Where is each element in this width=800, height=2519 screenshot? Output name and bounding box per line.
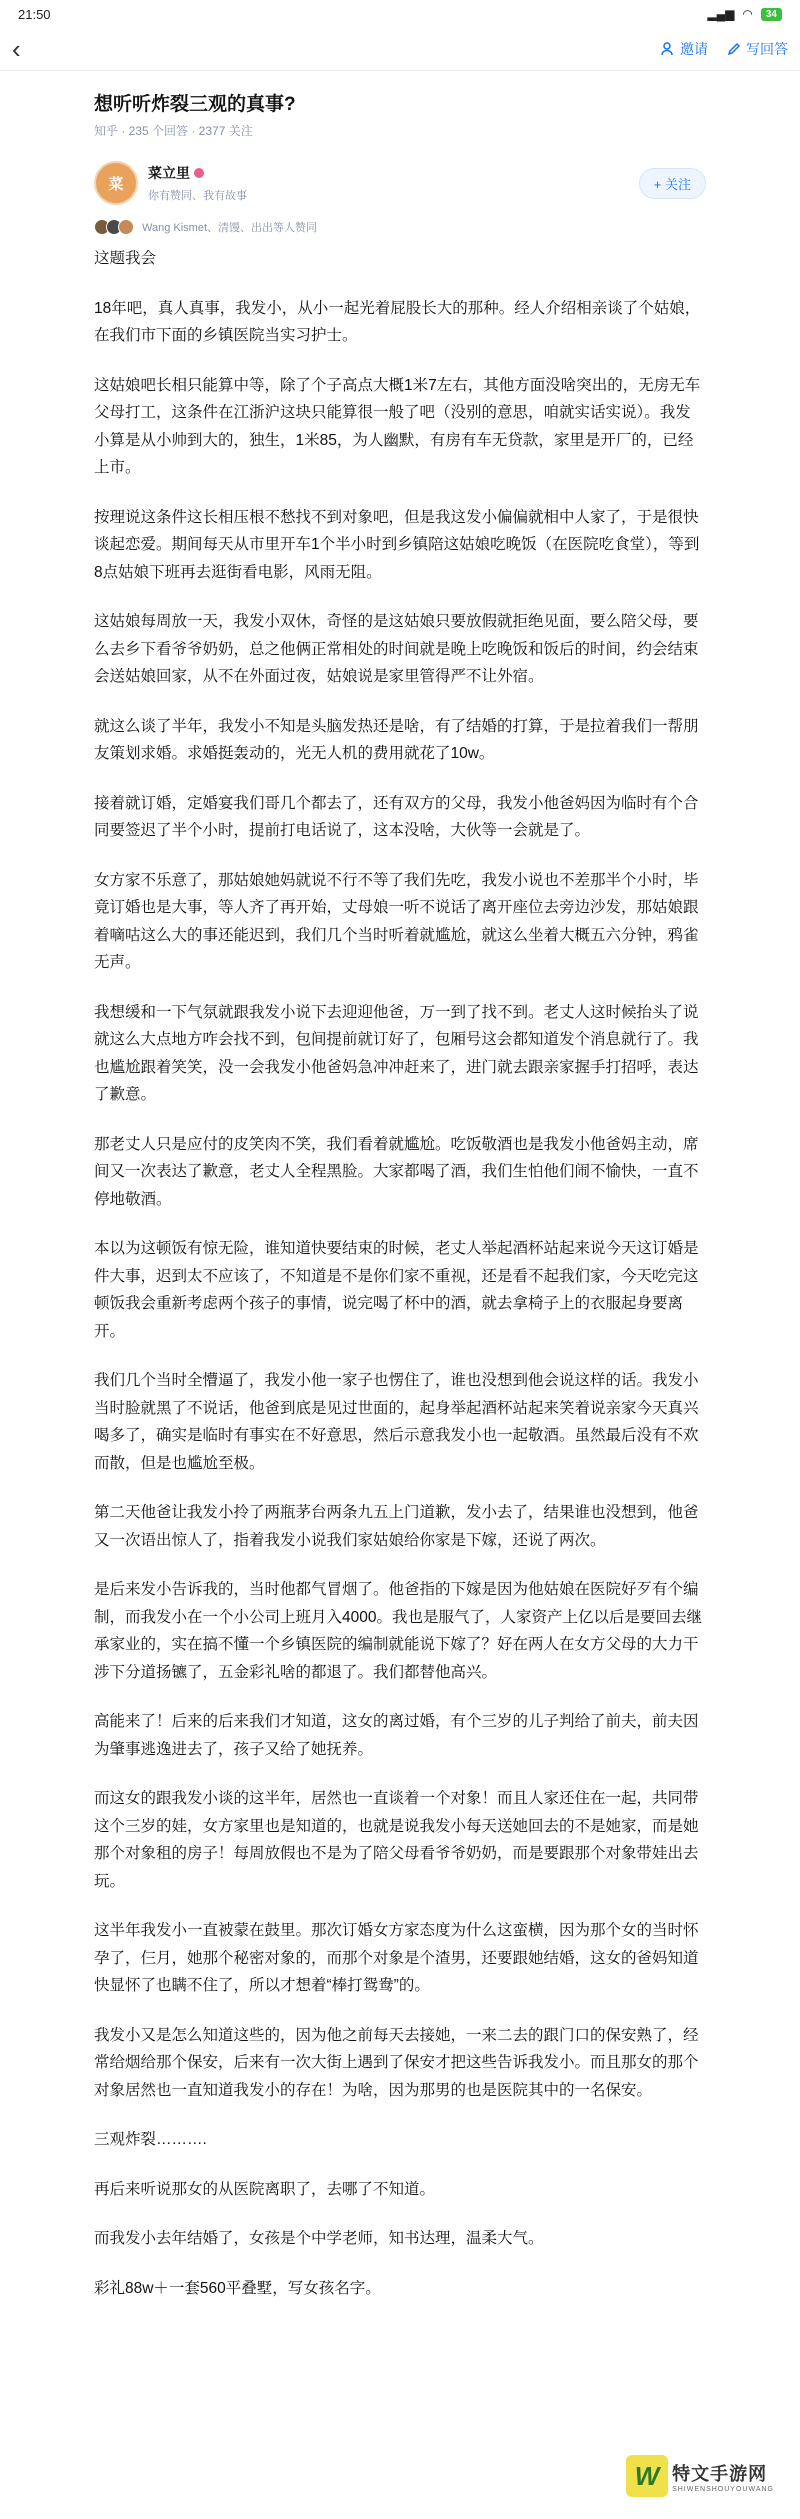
write-answer-label: 写回答 bbox=[746, 41, 788, 57]
watermark bbox=[626, 2455, 774, 2497]
likes-row bbox=[94, 219, 706, 235]
question-title[interactable]: 想听听炸裂三观的真事? bbox=[94, 94, 296, 115]
answer-content bbox=[94, 245, 706, 2302]
author-row bbox=[94, 161, 706, 205]
user-plus-icon bbox=[660, 41, 676, 57]
answer-paragraph: 而这女的跟我发小谈的这半年，居然也一直谈着一个对象！而且人家还住在一起，共同带这个三岁的娃，女方家里也是知道的，也就是说我发小每天送她回去的不是她家，而是她那个对象租的房子！每周放假也不是为了陪父母看爷爷奶奶，而是要跟那个对象带娃出去玩。 bbox=[94, 1790, 699, 1890]
invite-button[interactable] bbox=[660, 39, 708, 59]
watermark-main: 特文手游网 bbox=[672, 2463, 768, 2484]
question-header bbox=[0, 71, 800, 139]
answer-paragraph: 本以为这顿饭有惊无险，谁知道快要结束的时候，老丈人举起酒杯站起来说今天这订婚是件大事，迟到太不应该了，不知道是不是你们家不重视，还是看不起我们家，今天吃完这顿饭我会重新考虑两个孩子的事情，说完喝了杯中的酒，就去拿椅子上的衣服起身要离开。 bbox=[94, 1240, 699, 1340]
answer-paragraph: 三观炸裂………. bbox=[94, 2131, 207, 2148]
battery-badge: 34 bbox=[761, 8, 782, 21]
back-icon[interactable]: ‹ bbox=[12, 34, 21, 64]
answer-paragraph: 再后来听说那女的从医院离职了，去哪了不知道。 bbox=[94, 2180, 436, 2198]
answer-paragraph: 这姑娘吧长相只能算中等，除了个子高点大概1米7左右，其他方面没啥突出的，无房无车父母打工，这条件在江浙沪这块只能算很一般了吧（没别的意思，咱就实话实说）。我发小算是从小帅到大的，独生，1米85，为人幽默，有房有车无贷款，家里是开厂的，已经上市。 bbox=[94, 376, 701, 476]
avatar[interactable]: 菜 bbox=[94, 161, 138, 205]
answer-paragraph: 女方家不乐意了，那姑娘她妈就说不行不等了我们先吃，我发小说也不差那半个小时，毕竟订婚也是大事，等人齐了再开始，丈母娘一听不说话了离开座位去旁边沙发，那姑娘跟着嘀咕这么大的事还能迟到，我们几个当时听着就尴尬，就这么坐着大概五六分钟，鸦雀无声。 bbox=[94, 871, 699, 971]
answer-paragraph: 18年吧，真人真事，我发小，从小一起光着屁股长大的那种。经人介绍相亲谈了个姑娘，在我们市下面的乡镇医院当实习护士。 bbox=[94, 299, 701, 344]
author-bio: 你有赞同、我有故事 bbox=[148, 190, 247, 202]
answer-paragraph: 第二天他爸让我发小拎了两瓶茅台两条九五上门道歉，发小去了，结果谁也没想到，他爸又一次语出惊人了，指着我发小说我们家姑娘给你家是下嫁，还说了两次。 bbox=[94, 1504, 699, 1549]
follow-button[interactable]: + 关注 bbox=[639, 168, 706, 199]
answer-paragraph: 按理说这条件这长相压根不愁找不到对象吧，但是我这发小偏偏就相中人家了，于是很快谈起恋爱。期间每天从市里开车1个半小时到乡镇陪这姑娘吃晚饭（在医院吃食堂），等到8点姑娘下班再去逛街看电影，风雨无阻。 bbox=[94, 508, 700, 581]
answer-paragraph: 彩礼88w＋一套560平叠墅，写女孩名字。 bbox=[94, 2279, 381, 2297]
author-info bbox=[148, 163, 639, 203]
author-name-row bbox=[148, 163, 639, 183]
answer-paragraph: 这姑娘每周放一天，我发小双休，奇怪的是这姑娘只要放假就拒绝见面，要么陪父母，要么去乡下看爷爷奶奶，总之他俩正常相处的时间就是晚上吃晚饭和饭后的时间，约会结束会送姑娘回家，从不在外面过夜，姑娘说是家里管得严不让外宿。 bbox=[94, 613, 699, 685]
answer-paragraph: 高能来了！后来的后来我们才知道，这女的离过婚，有个三岁的儿子判给了前夫，前夫因为肇事逃逸进去了，孩子又给了她抚养。 bbox=[94, 1713, 699, 1758]
invite-label: 邀请 bbox=[680, 41, 708, 57]
liker-avatars bbox=[94, 219, 130, 235]
wifi-icon: ◠ bbox=[742, 7, 753, 21]
author-name[interactable]: 菜立里 bbox=[148, 165, 190, 181]
status-bar bbox=[0, 0, 800, 28]
answer-paragraph: 这题我会 bbox=[94, 250, 157, 267]
likes-text: Wang Kismet、清馒、出出等人赞同 bbox=[142, 222, 318, 234]
answer-paragraph: 我想缓和一下气氛就跟我发小说下去迎迎他爸，万一到了找不到。老丈人这时候抬头了说就这么大点地方咋会找不到，包间提前就订好了，包厢号这会都知道发个消息就行了。我也尴尬跟着笑笑，没一会我发小他爸妈急冲冲赶来了，进门就去跟亲家握手打招呼，表达了歉意。 bbox=[94, 1003, 699, 1103]
answer-paragraph: 而我发小去年结婚了，女孩是个中学老师，知书达理，温柔大气。 bbox=[94, 2230, 544, 2247]
signal-icon: ▂▄▆ bbox=[707, 7, 735, 21]
status-icons bbox=[707, 7, 782, 21]
watermark-text bbox=[672, 2460, 774, 2493]
answer-paragraph: 接着就订婚，定婚宴我们哥几个都去了，还有双方的父母，我发小他爸妈因为临时有个合同要签迟了半个小时，提前打电话说了，这本没啥，大伙等一会就是了。 bbox=[94, 794, 699, 839]
write-answer-button[interactable] bbox=[726, 39, 788, 59]
liker-avatar-icon bbox=[118, 219, 134, 235]
answer-paragraph: 就这么谈了半年，我发小不知是头脑发热还是啥，有了结婚的打算，于是拉着我们一帮朋友策划求婚。求婚挺轰动的，光无人机的费用就花了10w。 bbox=[94, 717, 699, 762]
badge-icon bbox=[194, 168, 204, 178]
top-toolbar bbox=[0, 28, 800, 71]
toolbar-actions bbox=[660, 39, 788, 59]
status-time: 21:50 bbox=[18, 6, 51, 22]
pencil-icon bbox=[726, 41, 742, 57]
question-meta: 知乎 · 235 个回答 · 2377 关注 bbox=[94, 124, 253, 138]
watermark-sub: SHIWENSHOUYOUWANG bbox=[672, 2485, 774, 2493]
answer-paragraph: 这半年我发小一直被蒙在鼓里。那次订婚女方家态度为什么这蛮横，因为那个女的当时怀孕了，仨月，她那个秘密对象的，而那个对象是个渣男，还要跟她结婚，这女的爸妈知道快显怀了也瞒不住了，所以才想着“棒打鸳鸯”的。 bbox=[94, 1922, 699, 1994]
answer-paragraph: 那老丈人只是应付的皮笑肉不笑，我们看着就尴尬。吃饭敬酒也是我发小他爸妈主动，席间又一次表达了歉意，老丈人全程黑脸。大家都喝了酒，我们生怕他们闹不愉快，一直不停地敬酒。 bbox=[94, 1135, 699, 1208]
answer-paragraph: 我发小又是怎么知道这些的，因为他之前每天去接她，一来二去的跟门口的保安熟了，经常给烟给那个保安，后来有一次大街上遇到了保安才把这些告诉我发小。而且那女的那个对象居然也一直知道我发小的存在！为啥，因为那男的也是医院其中的一名保安。 bbox=[94, 2026, 699, 2099]
answer-paragraph: 是后来发小告诉我的，当时他都气冒烟了。他爸指的下嫁是因为他姑娘在医院好歹有个编制，而我发小在一个小公司上班月入4000。我也是服气了，人家资产上亿以后是要回去继承家业的，实在搞不懂一个乡镇医院的编制就能说下嫁了？好在两人在女方父母的大力干涉下分道扬镳了，五金彩礼啥的都退了。我们都替他高兴。 bbox=[94, 1581, 702, 1681]
watermark-logo-icon: W bbox=[626, 2455, 668, 2497]
answer-paragraph: 我们几个当时全懵逼了，我发小他一家子也愣住了，谁也没想到他会说这样的话。我发小当时脸就黑了不说话，他爸到底是见过世面的，起身举起酒杯站起来笑着说亲家今天真兴喝多了，确实是临时有事实在不好意思，然后示意我发小也一起敬酒。虽然最后没有不欢而散，但是也尴尬至极。 bbox=[94, 1372, 699, 1472]
